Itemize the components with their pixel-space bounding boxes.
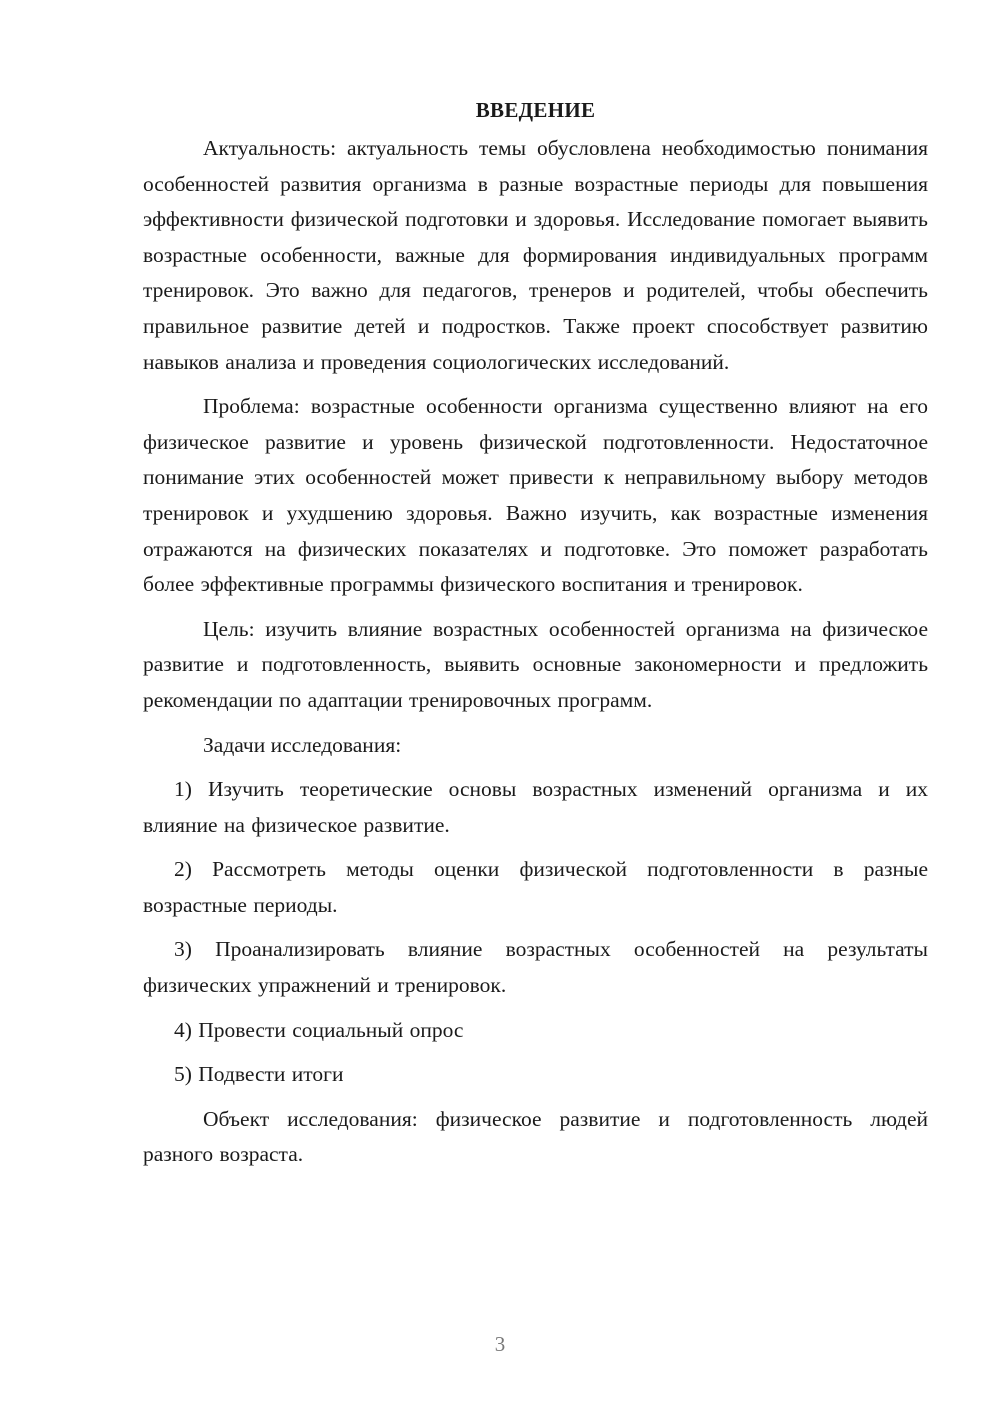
page-number: 3 [494, 1332, 506, 1356]
tasks-heading: Задачи исследования: [203, 732, 402, 757]
task-item-1: 1) Изучить теоретические основы возрастных изменений организма и их влияние на физическое развитие. [143, 777, 928, 837]
paragraph-object: Объект исследования: физическое развитие и подготовленность людей разного возраста. [143, 1106, 928, 1167]
paragraph-goal: Цель: изучить влияние возрастных особенностей организма на физическое развитие и подготовленность, выявить основные закономерности и предложить рекомендации по адаптации тренировочных программ. [143, 616, 928, 712]
task-item-2: 2) Рассмотреть методы оценки физической подготовленности в разные возрастные периоды. [143, 857, 928, 917]
paragraph-relevance: Актуальность: актуальность темы обусловлена необходимостью понимания особенностей развития организма в разные возрастные периоды для повышения эффективности физической подготовки и здоровья. Исследование помогает выявить возрастные особенности, важные для формирования индивидуальных программ тренировок. Это важно для педагогов, тренеров и родителей, чтобы обеспечить правильное развитие детей и подростков. Также проект способствует развитию навыков анализа и проведения социологических исследований. [143, 136, 928, 374]
task-item-4: 4) Провести социальный опрос [174, 1017, 464, 1042]
page-title: ВВЕДЕНИЕ [475, 98, 596, 122]
paragraph-problem: Проблема: возрастные особенности организма существенно влияют на его физическое развитие и уровень физической подготовленности. Недостаточное понимание этих особенностей может привести к неправильному выбору методов тренировок и ухудшению здоровья. Важно изучить, как возрастные изменения отражаются на физических показателях и подготовке. Это поможет разработать более эффективные программы физического воспитания и тренировок. [143, 394, 928, 597]
document-page [143, 95, 928, 1182]
task-item-5: 5) Подвести итоги [174, 1062, 344, 1087]
task-item-3: 3) Проанализировать влияние возрастных особенностей на результаты физических упражнений и тренировок. [143, 937, 928, 998]
